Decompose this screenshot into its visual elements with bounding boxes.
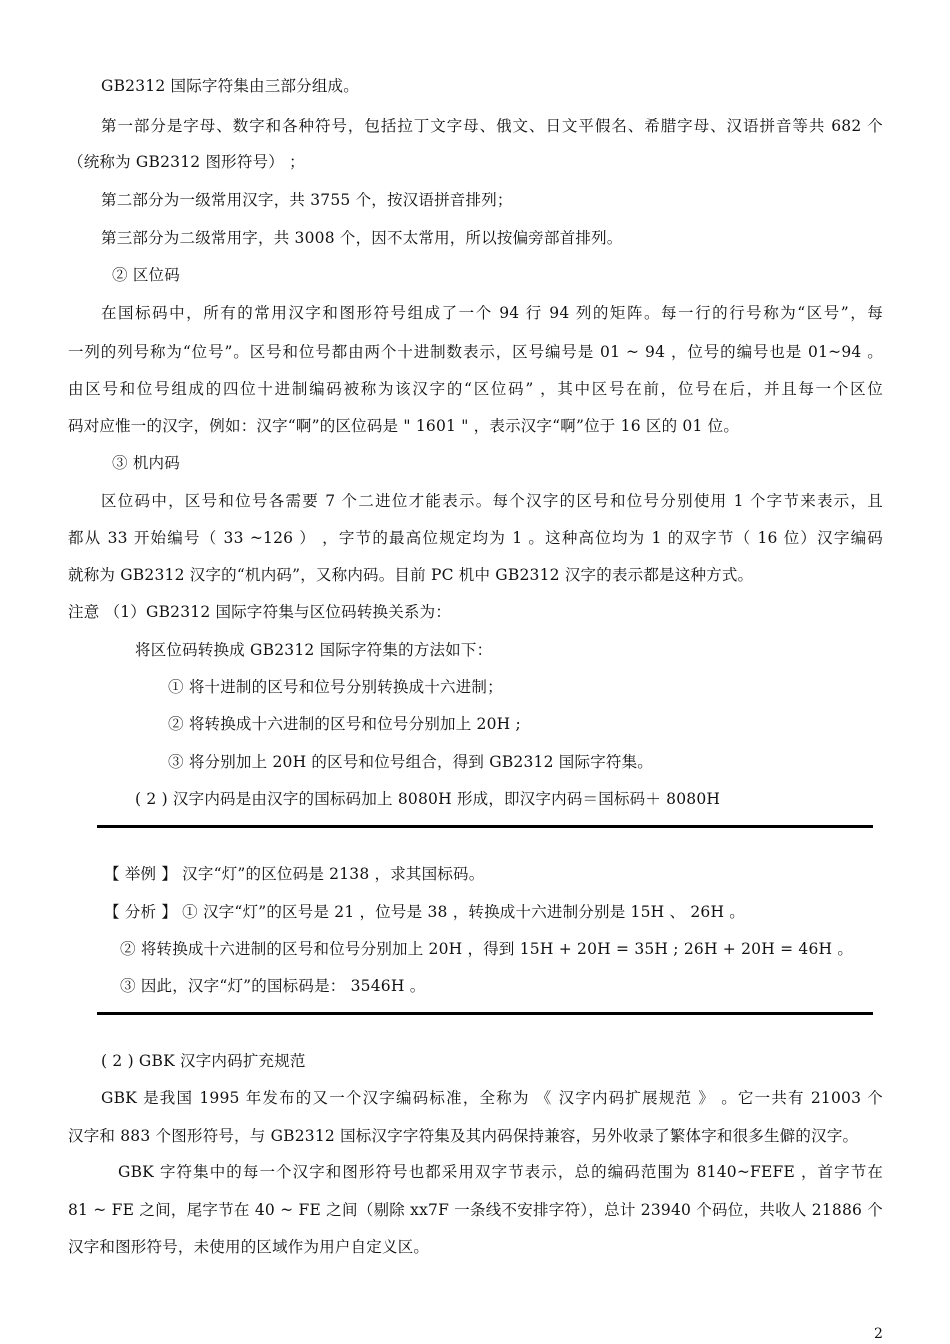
body-line: 第三部分为二级常用字，共 3008 个，因不太常用，所以按偏旁部首排列。 [101, 229, 623, 247]
note-line: 将区位码转换成 GB2312 国际字符集的方法如下： [135, 641, 493, 659]
section-heading-gbk: ( 2 ) GBK 汉字内码扩充规范 [101, 1052, 306, 1070]
note-step: ③ 将分别加上 20H 的区号和位号组合，得到 GB2312 国际字符集。 [168, 753, 653, 771]
body-line: 码对应惟一的汉字，例如：汉字“啊”的区位码是 " 1601 " ，表示汉字“啊”位于 16 区的 01 位。 [68, 417, 740, 435]
example-line: ③ 因此，汉字“灯”的国标码是： 3546H 。 [120, 977, 426, 995]
intro-line: GB2312 国际字符集由三部分组成。 [101, 77, 359, 95]
section-heading-quwei: ② 区位码 [112, 266, 180, 284]
note-step: ① 将十进制的区号和位号分别转换成十六进制； [168, 678, 503, 696]
body-line: 由区号和位号组成的四位十进制编码被称为该汉字的“区位码” ，其中区号在前，位号在后，并且每一个区位 [68, 380, 883, 398]
body-line: 第一部分是字母、数字和各种符号，包括拉丁文字母、俄文、日文平假名、希腊字母、汉语拼音等共 682 个 [101, 117, 883, 135]
body-line: 区位码中，区号和位号各需要 7 个二进位才能表示。每个汉字的区号和位号分别使用 1 个字节来表示，且 [101, 492, 883, 510]
body-line: 汉字和 883 个图形符号，与 GB2312 国标汉字字符集及其内码保持兼容，另外收录了繁体字和很多生僻的汉字。 [68, 1127, 859, 1145]
body-line: GBK 是我国 1995 年发布的又一个汉字编码标准，全称为 《 汉字内码扩展规范 》 。它一共有 21003 个 [101, 1089, 883, 1107]
note-line: 注意 （1）GB2312 国际字符集与区位码转换关系为： [68, 603, 452, 621]
example-line: 【 分析 】 ① 汉字“灯”的区号是 21 ，位号是 38 ，转换成十六进制分别是 15H 、 26H 。 [104, 903, 746, 921]
section-heading-neima: ③ 机内码 [112, 454, 180, 472]
body-line: 就称为 GB2312 汉字的“机内码”，又称内码。目前 PC 机中 GB2312 汉字的表示都是这种方式。 [68, 566, 754, 584]
body-line: 第二部分为一级常用汉字，共 3755 个，按汉语拼音排列； [101, 191, 513, 209]
body-line: 汉字和图形符号，未使用的区域作为用户自定义区。 [68, 1238, 430, 1256]
body-line: 在国标码中，所有的常用汉字和图形符号组成了一个 94 行 94 列的矩阵。每一行的行号称为“区号”，每 [101, 304, 883, 322]
example-line: 【 举例 】 汉字“灯”的区位码是 2138 ，求其国标码。 [104, 865, 485, 883]
body-line: 一列的列号称为“位号”。区号和位号都由两个十进制数表示，区号编号是 01 ~ 94 ，位号的编号也是 01~94 。 [68, 343, 883, 361]
page-number: 2 [874, 1326, 883, 1342]
body-line: 81 ~ FE 之间，尾字节在 40 ~ FE 之间（剔除 xx7F 一条线不安排字符），总计 23940 个码位，共收人 21886 个 [68, 1201, 883, 1219]
body-line: 都从 33 开始编号（ 33 ~126 ） ，字节的最高位规定均为 1 。这种高位均为 1 的双字节（ 16 位）汉字编码 [68, 529, 883, 547]
divider-top [97, 825, 873, 828]
body-line: GBK 字符集中的每一个汉字和图形符号也都采用双字节表示，总的编码范围为 8140~FEFE ，首字节在 [118, 1163, 883, 1181]
example-line: ② 将转换成十六进制的区号和位号分别加上 20H ，得到 15H + 20H = 35H ; 26H + 20H = 46H 。 [120, 940, 854, 958]
divider-bottom [97, 1012, 873, 1015]
body-line: （统称为 GB2312 图形符号） ； [68, 153, 305, 171]
note-line: ( 2 ) 汉字内码是由汉字的国标码加上 8080H 形成，即汉字内码＝国标码＋ 8080H [135, 790, 721, 808]
note-step: ② 将转换成十六进制的区号和位号分别加上 20H ; [168, 715, 521, 733]
